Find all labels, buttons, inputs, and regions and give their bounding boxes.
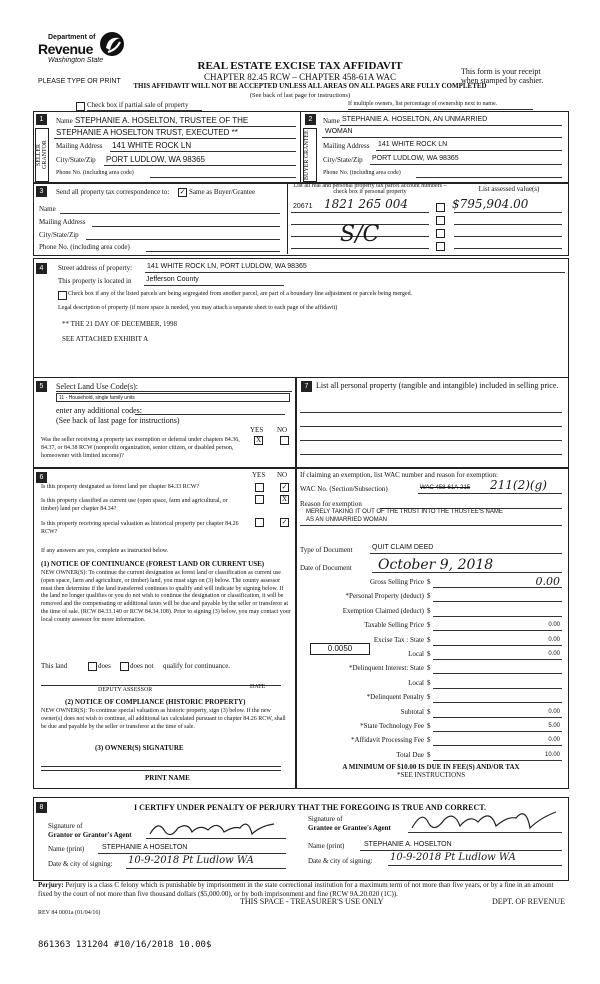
minimum-note: A MINIMUM OF $10.00 IS DUE IN FEE(S) AND/OR TAX [342, 763, 520, 771]
reason-line-1[interactable]: MERELY TAKING IT OUT OF THE TRUST INTO THE TRUSTEE'S NAME [306, 509, 503, 515]
calc-dollar-11: $ [427, 736, 431, 745]
parcel-header: List all real and personal property tax parcel account numbers – check box if personal property [293, 183, 447, 195]
grantor-sig-label-1: Signature of [48, 822, 83, 830]
receipt-line2: when stamped by cashier. [461, 76, 544, 85]
section-6-box [33, 467, 297, 789]
logo-line2: Revenue [38, 41, 93, 57]
does-label: does [98, 662, 111, 670]
current-use-no-checkbox[interactable]: X [281, 495, 288, 503]
s5-no-header: NO [277, 426, 288, 434]
assessor-date-label: DATE [250, 684, 266, 690]
calc-value-0[interactable]: 0.00 [535, 575, 560, 588]
corr-phone-label: Phone No. (including area code) [39, 243, 130, 251]
treasurer-note: THIS SPACE - TREASURER'S USE ONLY [240, 897, 384, 906]
calc-dollar-6: $ [427, 664, 431, 673]
land-use-label: Select Land Use Code(s): [56, 382, 138, 391]
historic-question: Is this property receiving special valuation as historical property per chapter 84.26 RCW? [41, 521, 239, 535]
calc-label-10: *State Technology Fee [360, 722, 424, 730]
calc-value-9[interactable]: 0.00 [548, 708, 560, 715]
section-3-badge: 3 [36, 186, 47, 197]
wac-strike: WAC 458-61A-215 [420, 485, 471, 491]
grantor-date-hand[interactable]: 10-9-2018 Pt Ludlow WA [128, 855, 254, 866]
grantee-name-value[interactable]: STEPHANIE A. HOSELTON [364, 841, 452, 848]
buyer-name-1[interactable]: STEPHANIE A. HOSELTON, AN UNMARRIED [342, 116, 488, 123]
segregated-checkbox[interactable] [58, 291, 67, 300]
land-use-select[interactable]: 11 - Household, single family units [56, 393, 290, 402]
calc-dollar-2: $ [427, 606, 431, 615]
calc-value-10[interactable]: 5.00 [548, 723, 560, 729]
grantor-name-label: Name (print) [48, 845, 85, 853]
parcel-1-personal-checkbox[interactable] [436, 203, 445, 212]
section-2-badge: 2 [305, 114, 316, 125]
doc-type-label: Type of Document [300, 546, 353, 554]
if-yes-note: If any answers are yes, complete as instructed below. [41, 548, 169, 554]
calc-dollar-8: $ [427, 693, 431, 702]
certify-statement: I CERTIFY UNDER PENALTY OF PERJURY THAT THE FOREGOING IS TRUE AND CORRECT. [133, 803, 486, 812]
buyer-mail[interactable]: 141 WHITE ROCK LN [378, 141, 448, 148]
calc-value-3[interactable]: 0.00 [548, 622, 560, 629]
calc-label-7: Local [408, 678, 424, 687]
doc-date-hand[interactable]: October 9, 2018 [378, 557, 494, 573]
forest-yes-checkbox[interactable] [255, 483, 264, 492]
calc-dollar-4: $ [427, 635, 431, 644]
grantor-date-label: Date & city of signing: [48, 860, 113, 868]
seller-name-label: Name [56, 117, 73, 125]
calc-value-4[interactable]: 0.00 [548, 636, 560, 643]
buyer-mail-label: Mailing Address [323, 142, 370, 150]
send-correspondence-label: Send all property tax correspondence to: [56, 188, 170, 196]
buyer-city-label: City/State/Zip [323, 156, 363, 164]
seller-phone-label: Phone No. (including area code) [56, 170, 134, 176]
section-5-badge: 5 [36, 381, 47, 392]
calc-label-0: Gross Selling Price [369, 578, 424, 586]
same-as-buyer-checkbox[interactable]: ✓ [179, 188, 186, 196]
calc-label-8: *Delinquent Penalty [366, 693, 424, 702]
section-4-box [33, 258, 569, 378]
s6-no-header: NO [277, 471, 288, 479]
assessed-value-hand[interactable]: $795,904.00 [452, 197, 529, 211]
calc-label-11: *Affidavit Processing Fee [351, 736, 424, 745]
reason-label: Reason for exemption [300, 500, 362, 508]
form-see-back: (See back of last page for instructions) [249, 92, 351, 99]
calc-label-1: *Personal Property (deduct) [345, 592, 424, 601]
additional-codes-label: enter any additional codes: [56, 406, 142, 415]
grantee-sig-label-1: Signature of [308, 815, 343, 823]
form-warning: THIS AFFIDAVIT WILL NOT BE ACCEPTED UNLESS ALL AREAS ON ALL PAGES ARE FULLY COMPLETED [133, 82, 487, 90]
partial-sale-checkbox[interactable] [76, 102, 85, 111]
personal-property-label: List all personal property (tangible and intangible) included in selling price. [316, 381, 559, 390]
calc-dollar-0: $ [427, 578, 431, 586]
calc-value-5[interactable]: 0.00 [548, 651, 560, 657]
this-land-label: This land [41, 662, 68, 670]
grantor-signature[interactable] [148, 816, 278, 840]
calc-value-11[interactable]: 0.00 [548, 737, 560, 744]
section-4-badge: 4 [36, 263, 47, 274]
corr-mail-label: Mailing Address [39, 218, 86, 226]
reason-line-2[interactable]: AS AN UNMARRIED WOMAN [306, 517, 388, 523]
logo-line3: Washington State [48, 57, 104, 64]
s5-yes-header: YES [250, 426, 264, 434]
seller-name-1[interactable]: STEPHANIE A. HOSELTON, TRUSTEE OF THE [75, 116, 249, 125]
perjury-title: Perjury: [38, 881, 64, 889]
county-value[interactable]: Jefferson County [146, 276, 199, 283]
seller-city-label: City/State/Zip [56, 156, 96, 164]
form-chapter: CHAPTER 82.45 RCW – CHAPTER 458-61A WAC [204, 72, 396, 82]
does-not-checkbox[interactable] [120, 662, 129, 671]
street-label: Street address of property: [58, 264, 133, 272]
local-rate-box[interactable]: 0.0050 [310, 643, 370, 655]
dor-logo [38, 30, 128, 70]
exemption-question: Was the seller receiving a property tax exemption or deferral under chapters 84.36, 84.37, or 84.38 RCW (nonprofit organization, senior citizen, or disabled person, homeowner with limited income)? [41, 437, 240, 459]
section-8-badge: 8 [36, 802, 47, 813]
exemption-claim-label: If claiming an exemption, list WAC number and reason for exemption: [300, 471, 498, 479]
grantee-name-label: Name (print) [308, 842, 345, 850]
calc-value-12[interactable]: 10.00 [544, 751, 560, 758]
calc-label-5: Local [408, 650, 424, 658]
calc-dollar-5: $ [427, 650, 431, 658]
exemption-no-checkbox[interactable] [280, 436, 289, 445]
buyer-name-2[interactable]: WOMAN [325, 128, 353, 135]
calc-dollar-7: $ [427, 678, 431, 687]
calc-dollar-3: $ [427, 621, 431, 630]
grantor-name-value[interactable]: STEPHANIE A HOSELTON [102, 844, 188, 851]
calc-label-9: Subtotal [400, 707, 424, 716]
legal-line-2[interactable]: SEE ATTACHED EXHIBIT A [62, 335, 149, 343]
grantee-date-label: Date & city of signing: [308, 857, 373, 865]
rev-number: REV 84 0001a (01/04/16) [38, 910, 101, 916]
seller-city[interactable]: PORT LUDLOW, WA 98365 [106, 155, 206, 164]
wac-hand[interactable]: 211(2)(g) [490, 478, 547, 492]
forest-question: Is this property designated as forest land per chapter 84.33 RCW? [41, 484, 200, 490]
parcel-3-personal-checkbox[interactable] [436, 229, 445, 238]
buyer-city[interactable]: PORT LUDLOW, WA 98365 [372, 155, 459, 162]
seller-side-label: SELLER GRANTOR [35, 128, 49, 182]
form-title: REAL ESTATE EXCISE TAX AFFIDAVIT [197, 60, 403, 72]
grantor-sig-label-2: Grantor or Grantor's Agent [48, 831, 132, 839]
exemption-yes-checkbox[interactable]: X [255, 436, 262, 444]
same-as-buyer-label: Same as Buyer/Grantee [189, 188, 256, 196]
notice-continuance-title: (1) NOTICE OF CONTINUANCE (FOREST LAND OR CURRENT USE) [41, 560, 265, 568]
seller-name-2[interactable]: STEPHANIE A HOSELTON TRUST, EXECUTED ** [56, 128, 238, 137]
cashier-stamp: 861363 131204 #10/16/2018 10.00$ [38, 940, 212, 950]
buyer-phone-label: Phone No. (including area code) [323, 170, 401, 176]
doc-type-value[interactable]: QUIT CLAIM DEED [372, 544, 434, 551]
land-use-see-back: (See back of last page for instructions) [56, 416, 180, 425]
owner-signature-label: (3) OWNER(S) SIGNATURE [95, 744, 184, 752]
perjury-text: Perjury is a class C felony which is punishable by imprisonment in the state correctional institution for a maximum term of not more than five years, or by a fine in an amount fixed by the court of not more than five thousand dollars ($5,000.00), or by both imprisonment and fine (RCW 9A.20.020 (1C)). [38, 881, 554, 898]
corr-city-label: City/State/Zip [39, 231, 79, 239]
calc-label-2: Exemption Claimed (deduct) [342, 606, 424, 615]
section-6-badge: 6 [36, 472, 47, 483]
historic-yes-checkbox[interactable] [255, 518, 264, 527]
see-instructions: *SEE INSTRUCTIONS [396, 771, 466, 779]
segregated-label: Check box if any of the listed parcels are being segregated from another parcel, are part of a boundary line adjustment or parcels being merged. [68, 291, 413, 297]
historic-no-checkbox[interactable]: ✓ [281, 518, 288, 526]
parcel-prefix: 20671 [293, 203, 313, 210]
assessed-header: List assessed value(s) [478, 185, 540, 193]
street-value[interactable]: 141 WHITE ROCK LN, PORT LUDLOW, WA 98365 [147, 263, 307, 270]
calc-dollar-12: $ [427, 750, 431, 759]
does-not-label: does not [130, 662, 154, 670]
wac-label: WAC No. (Section/Subsection) [300, 485, 388, 493]
calc-dollar-1: $ [427, 592, 431, 601]
dept-revenue: DEPT. OF REVENUE [492, 897, 565, 906]
logo-line1: Department of [48, 34, 96, 41]
buyer-name-label: Name [323, 117, 340, 125]
sc-hand: S/C [340, 222, 380, 247]
seller-mail[interactable]: 141 WHITE ROCK LN [112, 141, 192, 150]
seller-mail-label: Mailing Address [56, 142, 103, 150]
doc-date-label: Date of Document [300, 564, 352, 572]
s6-yes-header: YES [252, 471, 266, 479]
calc-label-12: Total Due [396, 750, 424, 759]
current-use-question: Is this property classified as current use (open space, farm and agricultural, or timber) land per chapter 84.34? [41, 498, 228, 512]
located-label: This property is located in [58, 277, 132, 285]
section-1-badge: 1 [36, 114, 47, 125]
corr-name-label: Name [39, 205, 56, 213]
grantee-signature[interactable] [410, 806, 560, 834]
grantee-date-hand[interactable]: 10-9-2018 Pt Ludlow WA [390, 852, 516, 863]
legal-line-1[interactable]: ** THE 21 DAY OF DECEMBER, 1998 [62, 320, 178, 328]
please-type: PLEASE TYPE OR PRINT [38, 78, 121, 85]
parcel-4-personal-checkbox[interactable] [436, 242, 445, 251]
calc-label-6: *Delinquent Interest: State [348, 664, 424, 673]
parcel-2-personal-checkbox[interactable] [436, 216, 445, 225]
revenue-swirl-icon [98, 30, 126, 58]
does-checkbox[interactable] [88, 662, 97, 671]
grantee-sig-label-2: Grantee or Grantee's Agent [308, 824, 391, 832]
section-7-badge: 7 [301, 381, 312, 392]
forest-no-checkbox[interactable]: ✓ [281, 483, 288, 491]
calc-label-4: Excise Tax : State [373, 635, 424, 644]
calc-dollar-9: $ [427, 707, 431, 716]
qualify-label: qualify for continuance. [163, 662, 231, 670]
parcel-number-hand[interactable]: 1821 265 004 [324, 197, 408, 211]
notice-compliance-title: (2) NOTICE OF COMPLIANCE (HISTORIC PROPERTY) [65, 698, 246, 706]
deputy-assessor-label: DEPUTY ASSESSOR [98, 687, 153, 693]
calc-label-3: Taxable Selling Price [364, 621, 424, 630]
buyer-side-label: BUYER GRANTEE [303, 128, 317, 182]
legal-desc-label: Legal description of property (if more space is needed, you may attach a separate sheet to each page of the affidavit) [58, 305, 338, 311]
calc-dollar-10: $ [427, 722, 431, 730]
notice-compliance-text: NEW OWNER(S): To continue special valuation as historic property, sign (3) below. If the new owner(s) does not wish to continue, all additional tax calculated pursuant to chapter 84.26 RCW, shall be due and payable by the seller or transferor at the time of sale. [41, 708, 286, 730]
notice-continuance-text: NEW OWNER(S): To continue the current designation as forest land or classification as current use (open space, farm and agriculture, or timber) land, you must sign on (3) below. The county assessor must then determine if the land transferred continues to qualify and will indicate by signing below. If the land no longer qualifies or you do not wish to continue the designation or classification, it will be removed and the compensating or additional taxes will be due and payable by the seller or transferor at the time of sale. (RCW 84.33.140 or RCW 84.34.108). Prior to signing (3) below, you may contact your local county assessor for more information. [41, 570, 291, 623]
partial-sale-label: Check box if partial sale of property [87, 101, 189, 109]
current-use-yes-checkbox[interactable] [255, 495, 264, 504]
multiple-owners-note: If multiple owners, list percentage of ownership next to name. [348, 101, 498, 107]
receipt-line1: This form is your receipt [461, 67, 541, 76]
print-name-label: PRINT NAME [145, 774, 190, 782]
